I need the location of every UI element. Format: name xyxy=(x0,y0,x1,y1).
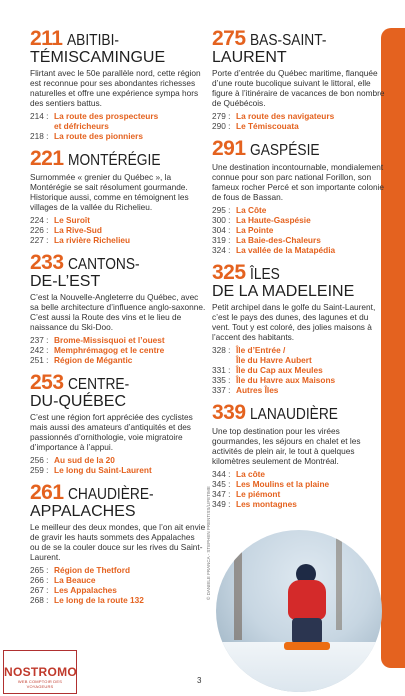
route-name-link[interactable]: Autres Îles xyxy=(236,385,279,395)
route-entry[interactable] xyxy=(30,565,206,575)
region-heading xyxy=(30,371,206,410)
child-legs xyxy=(292,618,322,644)
route-entry[interactable] xyxy=(212,121,388,131)
route-entry[interactable] xyxy=(212,469,388,479)
tree-shape xyxy=(234,530,242,640)
region-title: ÎLES xyxy=(250,266,280,283)
region-page-number[interactable]: 339 xyxy=(212,401,246,424)
route-entry[interactable] xyxy=(212,345,388,355)
route-entry[interactable] xyxy=(30,595,206,605)
route-name-link[interactable]: Île d’Entrée / xyxy=(236,345,286,355)
route-name-link[interactable]: La route des prospecteurs xyxy=(54,111,159,121)
region-section xyxy=(212,261,388,395)
route-page: 267 : xyxy=(30,585,49,595)
route-page: 227 : xyxy=(30,235,49,245)
region-description: Flirtant avec le 50e parallèle nord, cette région est reconnue pour ses abondantes richesses naturelles et offre une expérience sympa hors des sentiers battus. xyxy=(30,68,201,108)
route-name-link[interactable]: Le Suroît xyxy=(54,215,90,225)
region-title: CENTRE- xyxy=(68,376,130,393)
region-page-number[interactable]: 221 xyxy=(30,147,64,170)
route-name-link[interactable]: La Rive-Sud xyxy=(54,225,102,235)
route-entry[interactable] xyxy=(30,111,206,121)
route-entry[interactable] xyxy=(212,205,388,215)
route-name-link[interactable]: Le long de la route 132 xyxy=(54,595,144,605)
photo-credit: © DANIELE FRANCA - STEPHEN PRENTISS/LIFETIME xyxy=(206,486,211,600)
region-section xyxy=(30,27,206,141)
region-description: Petit archipel dans le golfe du Saint-Laurent, c’est le pays des dunes, des lagunes et du vent. Tout y est coloré, des jolies maisons à l’accent des habitants. xyxy=(212,302,376,342)
region-title: ABITIBI- xyxy=(66,32,119,49)
route-page: 331 : xyxy=(212,365,231,375)
route-name-link[interactable]: La Haute-Gaspésie xyxy=(236,215,311,225)
region-section xyxy=(212,137,388,255)
route-entry[interactable] xyxy=(30,131,206,141)
region-section xyxy=(212,27,388,131)
route-name-link[interactable]: La route des navigateurs xyxy=(236,111,335,121)
snowshoe xyxy=(284,642,330,650)
route-entry[interactable] xyxy=(30,235,206,245)
route-name-link[interactable]: Île du Havre Aubert xyxy=(236,355,312,365)
route-entry[interactable] xyxy=(212,375,388,385)
region-section xyxy=(30,371,206,475)
route-page: 279 : xyxy=(212,111,231,121)
route-page: 290 : xyxy=(212,121,231,131)
region-description: Une top destination pour les virées gourmandes, les séjours en chalet et les activités de plein air, le tout à quelques kilomètres seulement de Montréal. xyxy=(212,426,361,466)
route-entry[interactable] xyxy=(212,225,388,235)
region-section xyxy=(30,251,206,365)
route-page: 218 : xyxy=(30,131,49,141)
region-page-number[interactable]: 291 xyxy=(212,137,246,160)
route-page: 224 : xyxy=(30,215,49,225)
route-entry[interactable] xyxy=(30,335,206,345)
route-name-link[interactable]: Les Moulins et la plaine xyxy=(236,479,330,489)
route-name-link[interactable]: La Beauce xyxy=(54,575,96,585)
route-name-link[interactable]: La côte xyxy=(236,469,266,479)
route-name-link[interactable]: Les montagnes xyxy=(236,499,297,509)
route-entry[interactable] xyxy=(212,355,388,365)
route-page: 226 : xyxy=(30,225,49,235)
region-title: DE LA MADELEINE xyxy=(212,283,355,300)
route-entry[interactable] xyxy=(212,245,388,255)
region-heading xyxy=(212,261,388,300)
region-section xyxy=(30,481,206,605)
route-entry[interactable] xyxy=(30,465,206,475)
logo-tagline: WEB COMPTOIR DES VOYAGEURS xyxy=(17,679,63,689)
region-title: LAURENT xyxy=(212,49,287,66)
route-name-link[interactable]: Les Appalaches xyxy=(54,585,117,595)
route-name-link[interactable]: Île du Cap aux Meules xyxy=(236,365,323,375)
route-page: 319 : xyxy=(212,235,231,245)
route-page: 256 : xyxy=(30,455,49,465)
region-heading xyxy=(30,251,206,290)
region-page-number[interactable]: 261 xyxy=(30,481,64,504)
region-heading xyxy=(212,401,388,424)
route-entry[interactable] xyxy=(212,385,388,395)
route-entry[interactable] xyxy=(30,585,206,595)
left-column xyxy=(30,27,206,614)
snowshoe-photo xyxy=(216,530,382,692)
route-entry[interactable] xyxy=(212,215,388,225)
route-name-link[interactable]: Le long du Saint-Laurent xyxy=(54,465,152,475)
region-heading xyxy=(30,147,206,170)
tree-shape xyxy=(336,530,342,630)
route-page xyxy=(212,355,236,365)
route-name-link[interactable]: Île du Havre aux Maisons xyxy=(236,375,336,385)
route-name-link[interactable]: Le piémont xyxy=(236,489,281,499)
route-name-link[interactable]: La vallée de la Matapédia xyxy=(236,245,336,255)
region-section xyxy=(30,147,206,245)
route-page: 295 : xyxy=(212,205,231,215)
page-number: 3 xyxy=(197,676,202,685)
route-name-link[interactable]: La rivière Richelieu xyxy=(54,235,131,245)
route-name-link[interactable]: Région de Mégantic xyxy=(54,355,133,365)
route-page xyxy=(30,121,54,131)
region-title: CANTONS- xyxy=(68,256,140,273)
route-name-link[interactable]: Brome-Missisquoi et l’ouest xyxy=(54,335,165,345)
region-description: Porte d’entrée du Québec maritime, flanquée d’une route bucolique suivant le littoral, elle figure à l’itinéraire de vacances de bon nombre de Québécois. xyxy=(212,68,385,108)
route-entry[interactable] xyxy=(30,215,206,225)
region-description: C’est une région fort appréciée des cyclistes mais aussi des amateurs d’antiquités et des passionnés d’ornithologie, voie migratoire d’importance à l’appui. xyxy=(30,412,193,452)
region-title: MONTÉRÉGIE xyxy=(68,152,161,169)
route-page: 345 : xyxy=(212,479,231,489)
route-page: 259 : xyxy=(30,465,49,475)
route-name-link[interactable]: Au sud de la 20 xyxy=(54,455,115,465)
route-name-link[interactable]: La Pointe xyxy=(236,225,274,235)
route-entry[interactable] xyxy=(30,225,206,235)
region-page-number[interactable]: 253 xyxy=(30,371,64,394)
route-page: 304 : xyxy=(212,225,231,235)
route-page: 268 : xyxy=(30,595,49,605)
route-page: 344 : xyxy=(212,469,231,479)
route-page: 265 : xyxy=(30,565,49,575)
route-entry[interactable] xyxy=(30,345,206,355)
region-page-number[interactable]: 325 xyxy=(212,261,246,284)
route-entry[interactable] xyxy=(30,355,206,365)
region-title: GASPÉSIE xyxy=(250,142,320,159)
route-name-link[interactable]: La route des pionniers xyxy=(54,131,143,141)
region-title: CHAUDIÈRE- xyxy=(68,486,154,503)
region-description: C’est la Nouvelle-Angleterre du Québec, avec sa belle architecture d’influence anglo-saxonne. C’est aussi la Route des vins et le lieu de naissance du Ski-Doo. xyxy=(30,292,206,332)
route-name-link[interactable]: Le Témiscouata xyxy=(236,121,299,131)
route-page: 242 : xyxy=(30,345,49,355)
route-page: 335 : xyxy=(212,375,231,385)
region-heading xyxy=(212,27,388,66)
route-entry[interactable] xyxy=(212,479,388,489)
region-heading xyxy=(212,137,388,160)
region-heading xyxy=(30,27,206,66)
region-description: Le meilleur des deux mondes, que l’on ait envie de gravir les hauts sommets des Appalaches ou de se la couler douce sur les rives du Saint-Laurent. xyxy=(30,522,206,562)
route-page: 324 : xyxy=(212,245,231,255)
right-column xyxy=(212,27,388,518)
route-page: 337 : xyxy=(212,385,231,395)
route-page: 300 : xyxy=(212,215,231,225)
region-title: LANAUDIÈRE xyxy=(250,406,338,423)
region-title: TÉMISCAMINGUE xyxy=(30,49,166,66)
route-page: 214 : xyxy=(30,111,49,121)
region-section xyxy=(212,401,388,509)
route-page: 347 : xyxy=(212,489,231,499)
route-page: 328 : xyxy=(212,345,231,355)
route-entry[interactable] xyxy=(212,235,388,245)
region-page-number[interactable]: 211 xyxy=(30,27,63,50)
route-name-link[interactable]: La Baie-des-Chaleurs xyxy=(236,235,321,245)
child-red-jacket xyxy=(288,580,326,620)
region-description: Une destination incontournable, mondialement connue pour son parc national Forillon, son fameux rocher Percé et son importante colonie de fous de Bassan. xyxy=(212,162,385,202)
route-entry[interactable] xyxy=(30,455,206,465)
route-page: 349 : xyxy=(212,499,231,509)
region-title: DU-QUÉBEC xyxy=(30,393,127,410)
route-entry[interactable] xyxy=(212,489,388,499)
route-name-link[interactable]: Région de Thetford xyxy=(54,565,131,575)
logo-name: NOSTROMO xyxy=(4,665,78,679)
route-page: 266 : xyxy=(30,575,49,585)
region-description: Surnommée « grenier du Québec », la Montérégie se sait résolument gourmande. Historique aussi, comme en témoignent les villages de la vallée du Richelieu. xyxy=(30,172,189,212)
route-entry[interactable] xyxy=(212,499,388,509)
region-page-number[interactable]: 233 xyxy=(30,251,64,274)
region-page-number[interactable]: 275 xyxy=(212,27,246,50)
route-name-link[interactable]: et défricheurs xyxy=(54,121,109,131)
route-page: 251 : xyxy=(30,355,49,365)
route-page: 237 : xyxy=(30,335,49,345)
nostromo-logo xyxy=(3,650,77,694)
region-title: BAS-SAINT- xyxy=(250,32,327,49)
route-entry[interactable] xyxy=(30,121,206,131)
region-heading xyxy=(30,481,206,520)
route-entry[interactable] xyxy=(212,365,388,375)
region-title: APPALACHES xyxy=(30,503,136,520)
region-title: DE-L’EST xyxy=(30,273,101,290)
route-name-link[interactable]: Memphrémagog et le centre xyxy=(54,345,165,355)
route-name-link[interactable]: La Côte xyxy=(236,205,267,215)
route-entry[interactable] xyxy=(212,111,388,121)
route-entry[interactable] xyxy=(30,575,206,585)
